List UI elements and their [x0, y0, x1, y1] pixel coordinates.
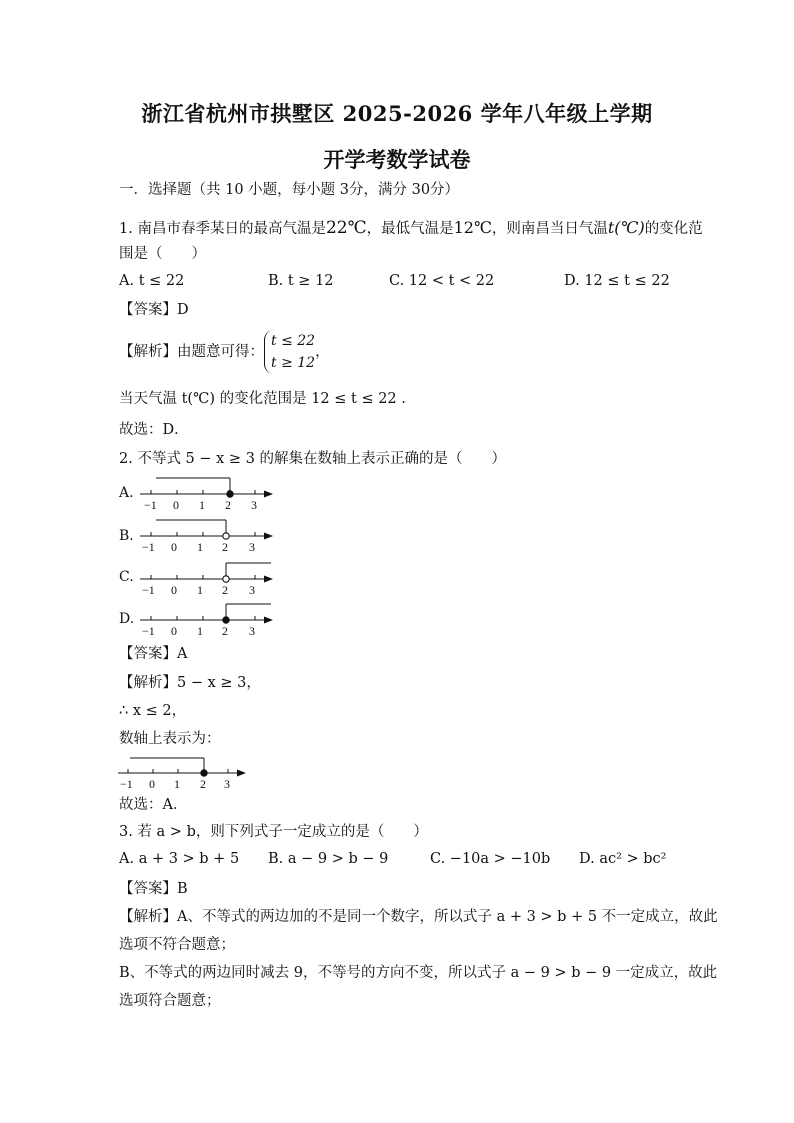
tick-label: 1 [197, 624, 203, 638]
q1-low-temp: 12℃ [453, 218, 492, 237]
tick-label: 0 [171, 624, 177, 638]
q2-choose: 故选：A． [119, 797, 188, 813]
q2-analysis-line1: 【解析】5 − x ≥ 3， [119, 675, 261, 691]
tick-label: 3 [249, 624, 255, 638]
q3-analysis-a-line1: 【解析】A、不等式的两边加的不是同一个数字，所以式子 a + 3 > b + 5 不一定成立，故此 [119, 909, 718, 925]
tick-label: 0 [171, 540, 177, 554]
q2-option-b-label: B. [119, 528, 134, 544]
tick-label: 3 [224, 777, 230, 791]
q2-option-a-label: A. [119, 485, 134, 501]
q1-system-row2: t ≥ 12 [271, 355, 316, 371]
q1-high-temp: 22℃ [325, 218, 367, 238]
q1-stem-part2: ，最低气温是 [366, 221, 454, 237]
q2-option-c-label: C. [119, 569, 134, 585]
tick-label: 3 [249, 583, 255, 597]
tick-label: 1 [197, 540, 203, 554]
q1-option-a: A. t ≤ 22 [119, 273, 185, 289]
q1-inequality-system [264, 330, 315, 374]
tick-label: −1 [144, 498, 157, 512]
q1-system-row1: t ≤ 22 [271, 333, 316, 349]
q2-solution-numberline [118, 755, 258, 795]
q1-stem-part3: ，则南昌当日气温 [491, 221, 608, 237]
endpoint-solid [227, 491, 233, 497]
tick-marks [128, 769, 228, 773]
endpoint-hollow [223, 576, 229, 582]
tick-label: 2 [225, 498, 231, 512]
q1-analysis [119, 330, 330, 374]
q2-option-a-numberline [140, 474, 280, 514]
tick-marks [151, 490, 255, 494]
axis-arrow [264, 491, 273, 498]
tick-label: 0 [149, 777, 155, 791]
page-title: 浙江省杭州市拱墅区 2025-2026 学年八年级上学期 [141, 101, 653, 126]
endpoint-solid [223, 617, 229, 623]
tick-label: −1 [142, 540, 155, 554]
q1-stem-line1 [119, 218, 703, 239]
tick-label: 1 [174, 777, 180, 791]
q1-option-c: C. 12 < t < 22 [389, 273, 495, 289]
tick-label: 2 [200, 777, 206, 791]
q3-stem: 3. 若 a > b，则下列式子一定成立的是（ ） [119, 824, 428, 840]
tick-label: 1 [197, 583, 203, 597]
tick-marks [151, 575, 255, 579]
tick-label: −1 [142, 624, 155, 638]
q1-stem-part1: 1. 南昌市春季某日的最高气温是 [119, 221, 326, 237]
q1-system-comma: ， [315, 344, 330, 360]
q3-analysis-a-line2: 选项不符合题意； [119, 937, 235, 953]
q1-analysis-label: 【解析】由题意可得： [119, 344, 264, 360]
q1-temp-var: t(℃) [607, 218, 645, 237]
q2-analysis-line3: 数轴上表示为： [119, 731, 221, 747]
tick-label: 2 [222, 540, 228, 554]
q2-option-c-numberline [140, 559, 280, 599]
tick-label: 0 [171, 583, 177, 597]
tick-label: 2 [222, 624, 228, 638]
q2-analysis-line2: ∴ x ≤ 2， [119, 703, 187, 719]
section-heading: 一．选择题（共 10 小题，每小题 3分，满分 30分） [119, 182, 460, 198]
tick-label: −1 [120, 777, 133, 791]
q1-answer: 【答案】D [119, 302, 189, 318]
q2-option-d-numberline [140, 600, 280, 640]
q3-analysis-b-line2: 选项符合题意； [119, 993, 221, 1009]
q1-option-d: D. 12 ≤ t ≤ 22 [564, 273, 670, 289]
q3-option-a: A. a + 3 > b + 5 [119, 851, 240, 867]
endpoint-hollow [223, 533, 229, 539]
q1-stem-part4: 的变化范 [644, 221, 703, 237]
tick-label: 3 [251, 498, 257, 512]
q1-conclusion: 当天气温 t(℃) 的变化范围是 12 ≤ t ≤ 22 . [119, 391, 406, 407]
axis-arrow [264, 617, 273, 624]
tick-label: 3 [249, 540, 255, 554]
q2-stem: 2. 不等式 5 − x ≥ 3 的解集在数轴上表示正确的是（ ） [119, 451, 507, 467]
q3-answer: 【答案】B [119, 881, 188, 897]
axis-arrow [264, 576, 273, 583]
q3-analysis-b-line1: B、不等式的两边同时减去 9，不等号的方向不变，所以式子 a − 9 > b − 9 一定成立，故此 [119, 965, 718, 981]
q3-option-c: C. −10a > −10b [430, 851, 551, 867]
tick-label: 1 [199, 498, 205, 512]
q1-option-b: B. t ≥ 12 [268, 273, 334, 289]
q1-choose: 故选：D． [119, 422, 189, 438]
tick-label: 2 [222, 583, 228, 597]
q3-option-d: D. ac² > bc² [579, 851, 667, 867]
tick-label: 0 [173, 498, 179, 512]
tick-marks [151, 616, 255, 620]
axis-arrow [264, 533, 273, 540]
q2-option-b-numberline [140, 516, 280, 556]
endpoint-solid [201, 770, 207, 776]
q3-option-b: B. a − 9 > b − 9 [268, 851, 389, 867]
q1-stem-line2: 围是（ ） [119, 246, 206, 262]
q2-option-d-label: D. [119, 611, 135, 627]
axis-arrow [237, 770, 246, 777]
q2-answer: 【答案】A [119, 646, 188, 662]
page-subtitle: 开学考数学试卷 [323, 147, 471, 172]
tick-label: −1 [142, 583, 155, 597]
tick-marks [151, 532, 255, 536]
